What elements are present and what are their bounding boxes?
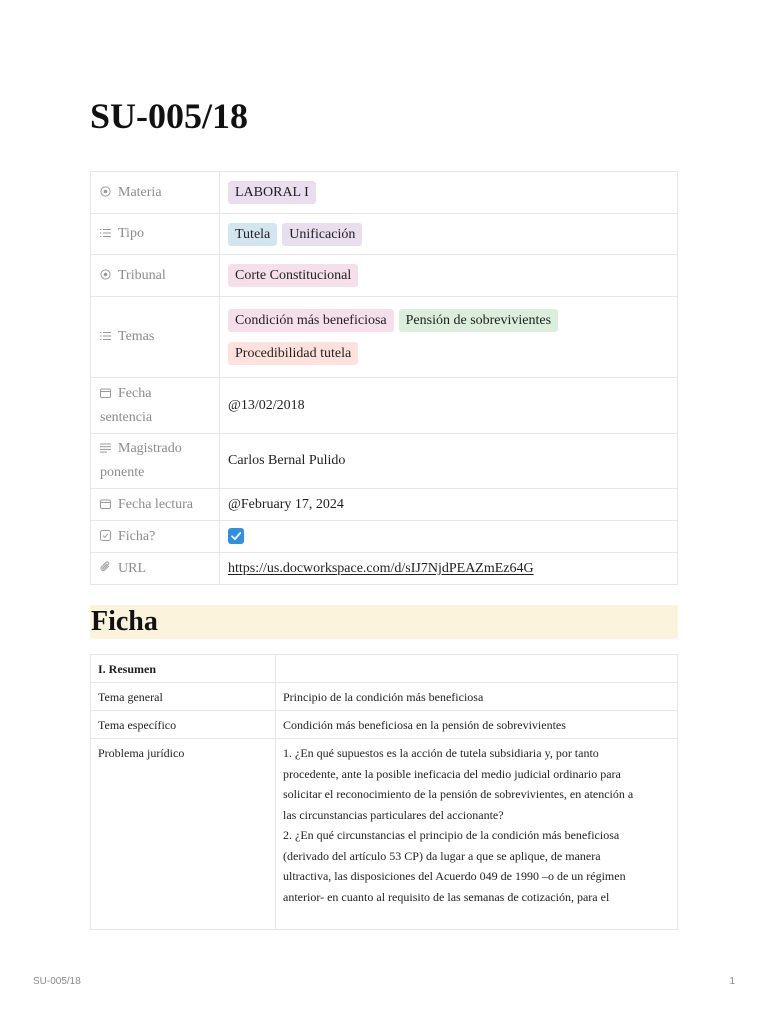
tag-tema[interactable]: Pensión de sobrevivientes bbox=[399, 309, 558, 332]
ficha-section-label: I. Resumen bbox=[91, 655, 276, 683]
tag-tipo[interactable]: Unificación bbox=[282, 223, 362, 246]
property-label: Temas bbox=[118, 329, 155, 344]
ficha-cell: Condición más beneficiosa en la pensión de sobrevivientes bbox=[276, 711, 678, 739]
table-row bbox=[91, 683, 678, 711]
property-value-fecha-sentencia[interactable]: @13/02/2018 bbox=[220, 378, 678, 434]
ficha-row-label: Tema específico bbox=[91, 711, 276, 739]
property-row-magistrado bbox=[91, 434, 678, 489]
property-value-tipo[interactable] bbox=[220, 214, 678, 255]
property-row-tribunal bbox=[91, 255, 678, 297]
property-value-ficha bbox=[220, 521, 678, 553]
text-icon bbox=[100, 437, 112, 461]
property-row-materia bbox=[91, 172, 678, 214]
ficha-cell bbox=[276, 655, 678, 683]
list-icon bbox=[100, 222, 112, 246]
list-icon bbox=[100, 325, 112, 349]
table-row bbox=[91, 739, 678, 930]
table-row bbox=[91, 711, 678, 739]
property-row-url bbox=[91, 553, 678, 585]
text-line: anterior- en cuanto al requisito de las semanas de cotización, para el bbox=[283, 889, 610, 904]
property-key-fecha-sentencia bbox=[91, 378, 220, 434]
property-label: URL bbox=[118, 560, 146, 576]
property-label: ponente bbox=[100, 465, 145, 480]
property-label: Tribunal bbox=[118, 267, 166, 283]
footer-page-number: 1 bbox=[729, 976, 735, 987]
tag-tribunal[interactable]: Corte Constitucional bbox=[228, 264, 358, 287]
property-key-tribunal bbox=[91, 255, 220, 297]
property-label: Materia bbox=[118, 184, 162, 200]
paperclip-icon bbox=[100, 557, 112, 581]
property-key-fecha-lectura bbox=[91, 489, 220, 521]
text-line: 2. ¿En qué circunstancias el principio de la condición más beneficiosa bbox=[283, 828, 620, 842]
calendar-icon bbox=[100, 382, 112, 406]
property-key-tipo bbox=[91, 214, 220, 255]
tag-materia[interactable]: LABORAL I bbox=[228, 181, 316, 204]
property-key-materia bbox=[91, 172, 220, 214]
text-line: ultractiva, las disposiciones del Acuerdo 049 de 1990 –o de un régimen bbox=[283, 869, 626, 883]
text-line: 1. ¿En qué supuestos es la acción de tutela subsidiaria y, por tanto bbox=[283, 746, 599, 760]
property-label: Fecha bbox=[118, 385, 152, 401]
property-key-temas bbox=[91, 297, 220, 378]
ficha-row-label: Tema general bbox=[91, 683, 276, 711]
footer-doc-name: SU-005/18 bbox=[33, 976, 81, 987]
properties-table bbox=[90, 171, 678, 585]
property-value-fecha-lectura[interactable]: @February 17, 2024 bbox=[220, 489, 678, 521]
select-icon bbox=[100, 264, 112, 288]
property-label: Magistrado bbox=[118, 441, 182, 456]
text-line: solicitar el reconocimiento de la pensión de sobrevivientes, en atención a bbox=[283, 787, 634, 801]
ficha-checkbox[interactable] bbox=[228, 528, 244, 544]
property-value-magistrado[interactable]: Carlos Bernal Pulido bbox=[220, 434, 678, 489]
property-key-magistrado bbox=[91, 434, 220, 489]
calendar-icon bbox=[100, 493, 112, 517]
tag-tema[interactable]: Procedibilidad tutela bbox=[228, 342, 358, 365]
url-link[interactable]: https://us.docworkspace.com/d/sIJ7NjdPEAZmEz64G bbox=[228, 560, 534, 576]
property-row-fecha-sentencia bbox=[91, 378, 678, 434]
property-row-tipo bbox=[91, 214, 678, 255]
select-icon bbox=[100, 181, 112, 205]
text-line: procedente, ante la posible ineficacia del medio judicial ordinario para bbox=[283, 766, 621, 781]
tag-tipo[interactable]: Tutela bbox=[228, 223, 277, 246]
property-value-materia[interactable] bbox=[220, 172, 678, 214]
ficha-row-label: Problema jurídico bbox=[91, 739, 276, 930]
property-label: sentencia bbox=[100, 409, 153, 425]
property-value-tribunal[interactable] bbox=[220, 255, 678, 297]
property-label: Tipo bbox=[118, 226, 144, 241]
ficha-cell: Principio de la condición más beneficiosa bbox=[276, 683, 678, 711]
text-line: (derivado del artículo 53 CP) da lugar a que se aplique, de manera bbox=[283, 848, 601, 863]
checkbox-icon bbox=[100, 525, 112, 549]
property-row-fecha-lectura bbox=[91, 489, 678, 521]
ficha-table bbox=[90, 654, 678, 930]
property-row-ficha bbox=[91, 521, 678, 553]
table-row bbox=[91, 655, 678, 683]
property-key-url bbox=[91, 553, 220, 585]
text-line: las circunstancias particulares del accionante? bbox=[283, 807, 504, 822]
tag-tema[interactable]: Condición más beneficiosa bbox=[228, 309, 394, 332]
property-key-ficha bbox=[91, 521, 220, 553]
ficha-heading: Ficha bbox=[90, 605, 678, 639]
page-title: SU-005/18 bbox=[90, 96, 249, 136]
property-label: Ficha? bbox=[118, 528, 156, 544]
property-row-temas bbox=[91, 297, 678, 378]
property-label: Fecha lectura bbox=[118, 496, 194, 512]
property-value-url bbox=[220, 553, 678, 585]
ficha-cell bbox=[276, 739, 678, 930]
property-value-temas[interactable] bbox=[220, 297, 678, 378]
